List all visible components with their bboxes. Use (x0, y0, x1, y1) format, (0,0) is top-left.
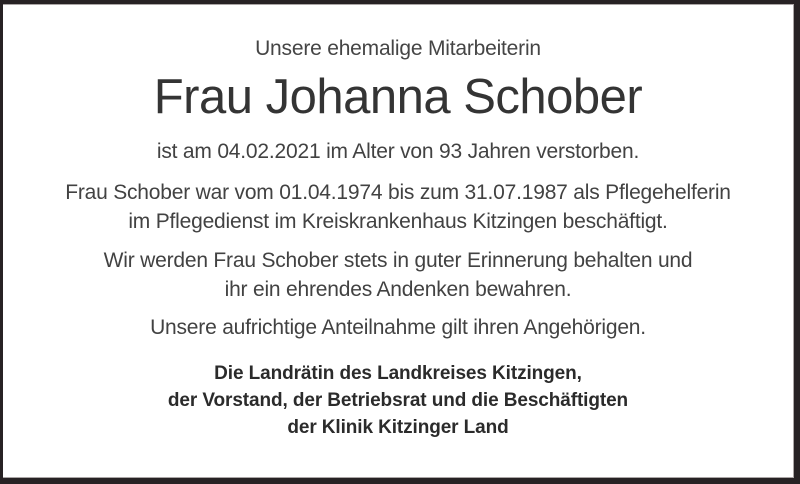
condolence-line: Unsere aufrichtige Anteilnahme gilt ihren Angehörigen. (150, 316, 646, 339)
remembrance-line-1: Wir werden Frau Schober stets in guter Erinnerung behalten und (103, 249, 693, 272)
intro-line: Unsere ehemalige Mitarbeiterin (255, 37, 541, 60)
remembrance-line-2: ihr ein ehrendes Andenken bewahren. (224, 278, 572, 301)
death-date-paragraph (3, 137, 793, 166)
employment-paragraph (3, 178, 793, 236)
deceased-name: Frau Johanna Schober (153, 70, 643, 124)
signature-line-1: Die Landrätin des Landkreises Kitzingen, (214, 363, 582, 384)
employment-line-1: Frau Schober war vom 01.04.1974 bis zum 31.07.1987 als Pflegehelferin (65, 181, 731, 204)
signature-block (3, 360, 793, 441)
condolence-paragraph (3, 313, 793, 342)
signature-line-2: der Vorstand, der Betriebsrat und die Beschäftigten (167, 390, 629, 411)
remembrance-paragraph (3, 246, 793, 304)
employment-line-2: im Pflegedienst im Kreiskrankenhaus Kitzingen beschäftigt. (128, 210, 668, 233)
notice-content (3, 4, 794, 478)
signature-line-3: der Klinik Kitzinger Land (287, 417, 509, 438)
death-date-line: ist am 04.02.2021 im Alter von 93 Jahren verstorben. (156, 140, 640, 163)
